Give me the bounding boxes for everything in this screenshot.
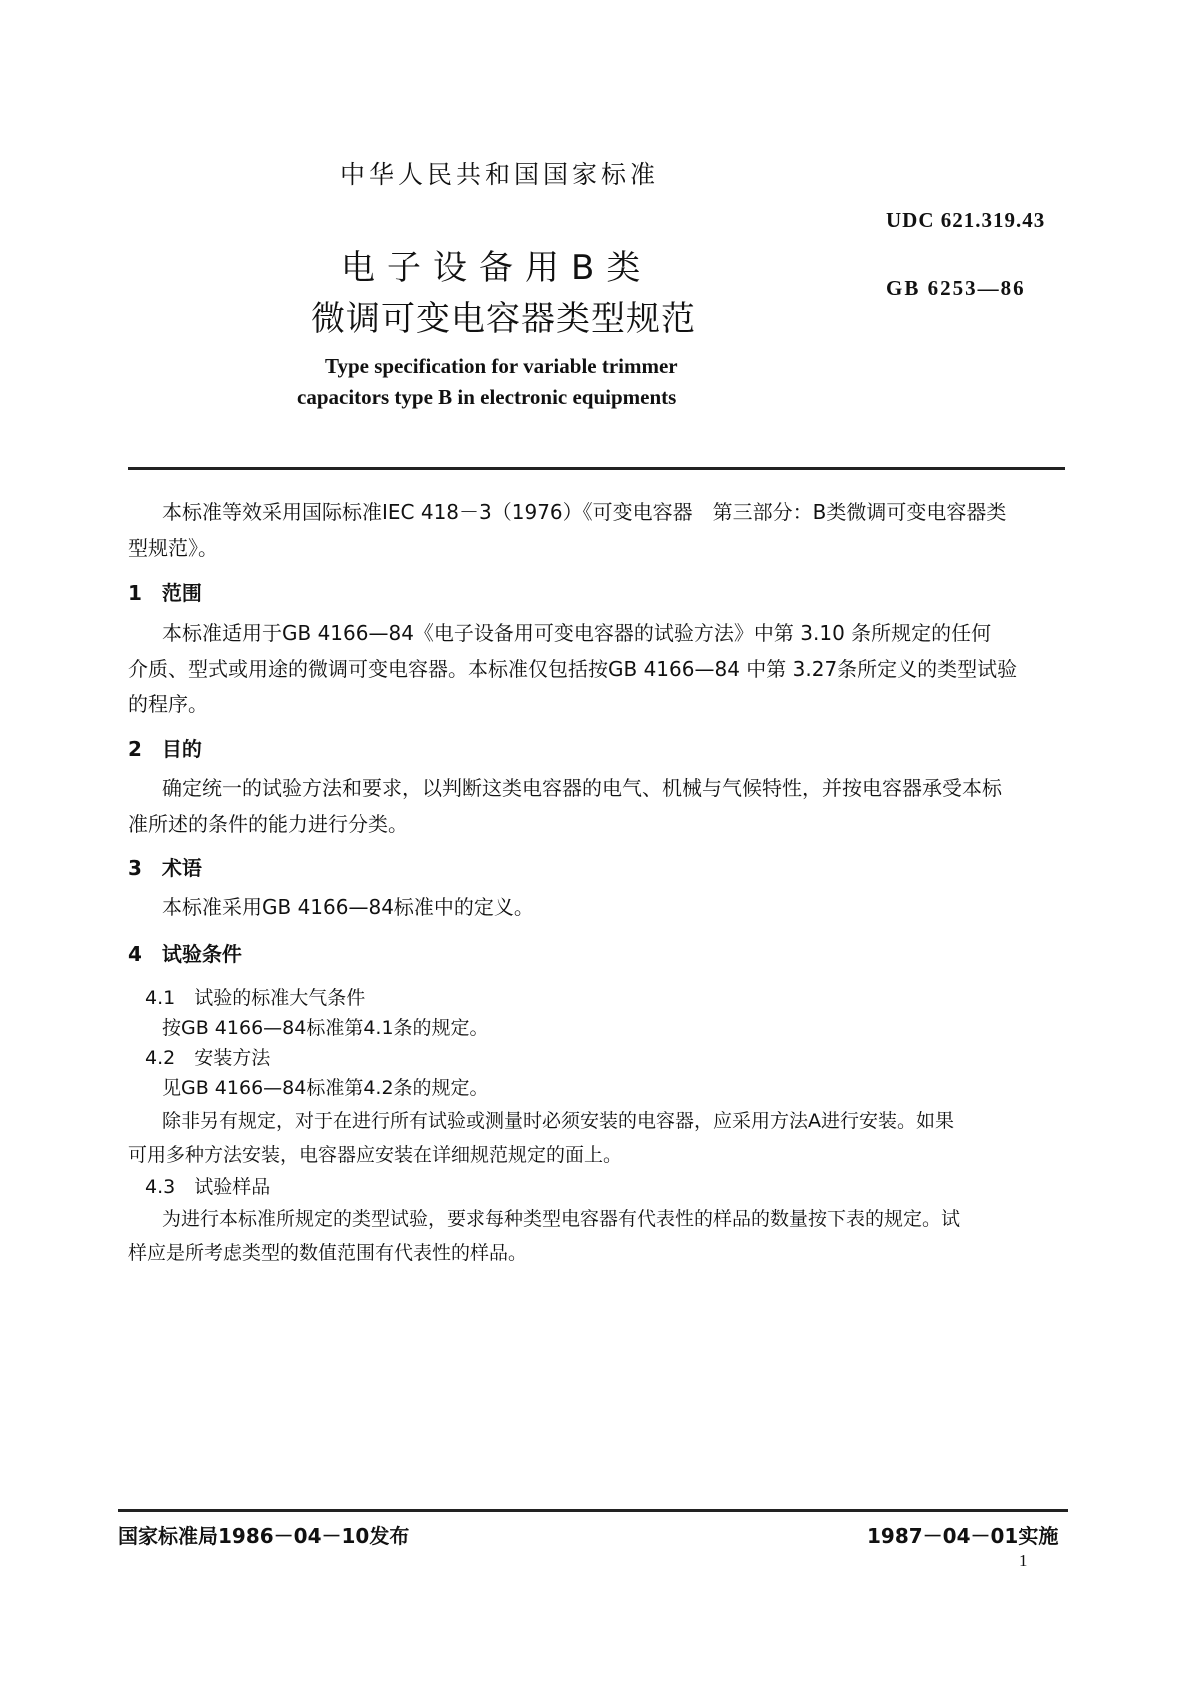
section-2-line1: 确定统一的试验方法和要求，以判断这类电容器的电气、机械与气候特性，并按电容器承受本标: [162, 776, 1002, 800]
section-4-2-text3: 可用多种方法安装，电容器应安装在详细规范规定的面上。: [128, 1144, 623, 1166]
section-4-2-text1: 见GB 4166—84标准第4.2条的规定。: [162, 1077, 489, 1099]
section-1-line2: 介质、型式或用途的微调可变电容器。本标准仅包括按GB 4166—84 中第 3.27条所定义的类型试验: [128, 657, 1018, 681]
header-divider: [128, 467, 1065, 470]
section-3-heading: 3 术语: [128, 856, 202, 880]
section-4-3-text1: 为进行本标准所规定的类型试验，要求每种类型电容器有代表性的样品的数量按下表的规定。试: [162, 1208, 961, 1230]
title-en-line2: capacitors type B in electronic equipments: [297, 385, 677, 409]
section-4-3-heading: 4.3 试验样品: [145, 1176, 271, 1198]
section-1-heading: 1 范围: [128, 581, 202, 605]
section-4-2-heading: 4.2 安装方法: [145, 1047, 271, 1069]
section-1-line1: 本标准适用于GB 4166—84《电子设备用可变电容器的试验方法》中第 3.10 条所规定的任何: [162, 621, 992, 645]
gb-number: GB 6253—86: [886, 276, 1026, 300]
section-2-heading: 2 目的: [128, 737, 202, 761]
section-2-line2: 准所述的条件的能力进行分类。: [128, 812, 408, 836]
section-4-2-text2: 除非另有规定，对于在进行所有试验或测量时必须安装的电容器，应采用方法A进行安装。如果: [162, 1110, 955, 1132]
footer-divider: [118, 1509, 1068, 1512]
section-1-line3: 的程序。: [128, 692, 208, 716]
section-4-1-heading: 4.1 试验的标准大气条件: [145, 987, 366, 1009]
section-4-heading: 4 试验条件: [128, 942, 242, 966]
intro-line2: 型规范》。: [128, 536, 218, 560]
section-4-1-text: 按GB 4166—84标准第4.1条的规定。: [162, 1017, 489, 1039]
implementation-date: 1987－04－01实施: [867, 1524, 1059, 1548]
national-standard-label: 中华人民共和国国家标准: [340, 160, 660, 189]
udc-number: UDC 621.319.43: [886, 208, 1046, 232]
issue-date: 国家标准局1986－04－10发布: [118, 1524, 410, 1548]
section-3-line1: 本标准采用GB 4166—84标准中的定义。: [162, 895, 534, 919]
section-4-3-text2: 样应是所考虑类型的数值范围有代表性的样品。: [128, 1242, 528, 1264]
title-cn-line2: 微调可变电容器类型规范: [311, 299, 696, 339]
title-en-line1: Type specification for variable trimmer: [325, 354, 678, 378]
page-number: 1: [1019, 1551, 1028, 1570]
title-cn-line1: 电子设备用B类: [341, 248, 653, 288]
intro-line1: 本标准等效采用国际标准IEC 418－3（1976）《可变电容器 第三部分：B类微调可变电容器类: [162, 500, 1007, 524]
